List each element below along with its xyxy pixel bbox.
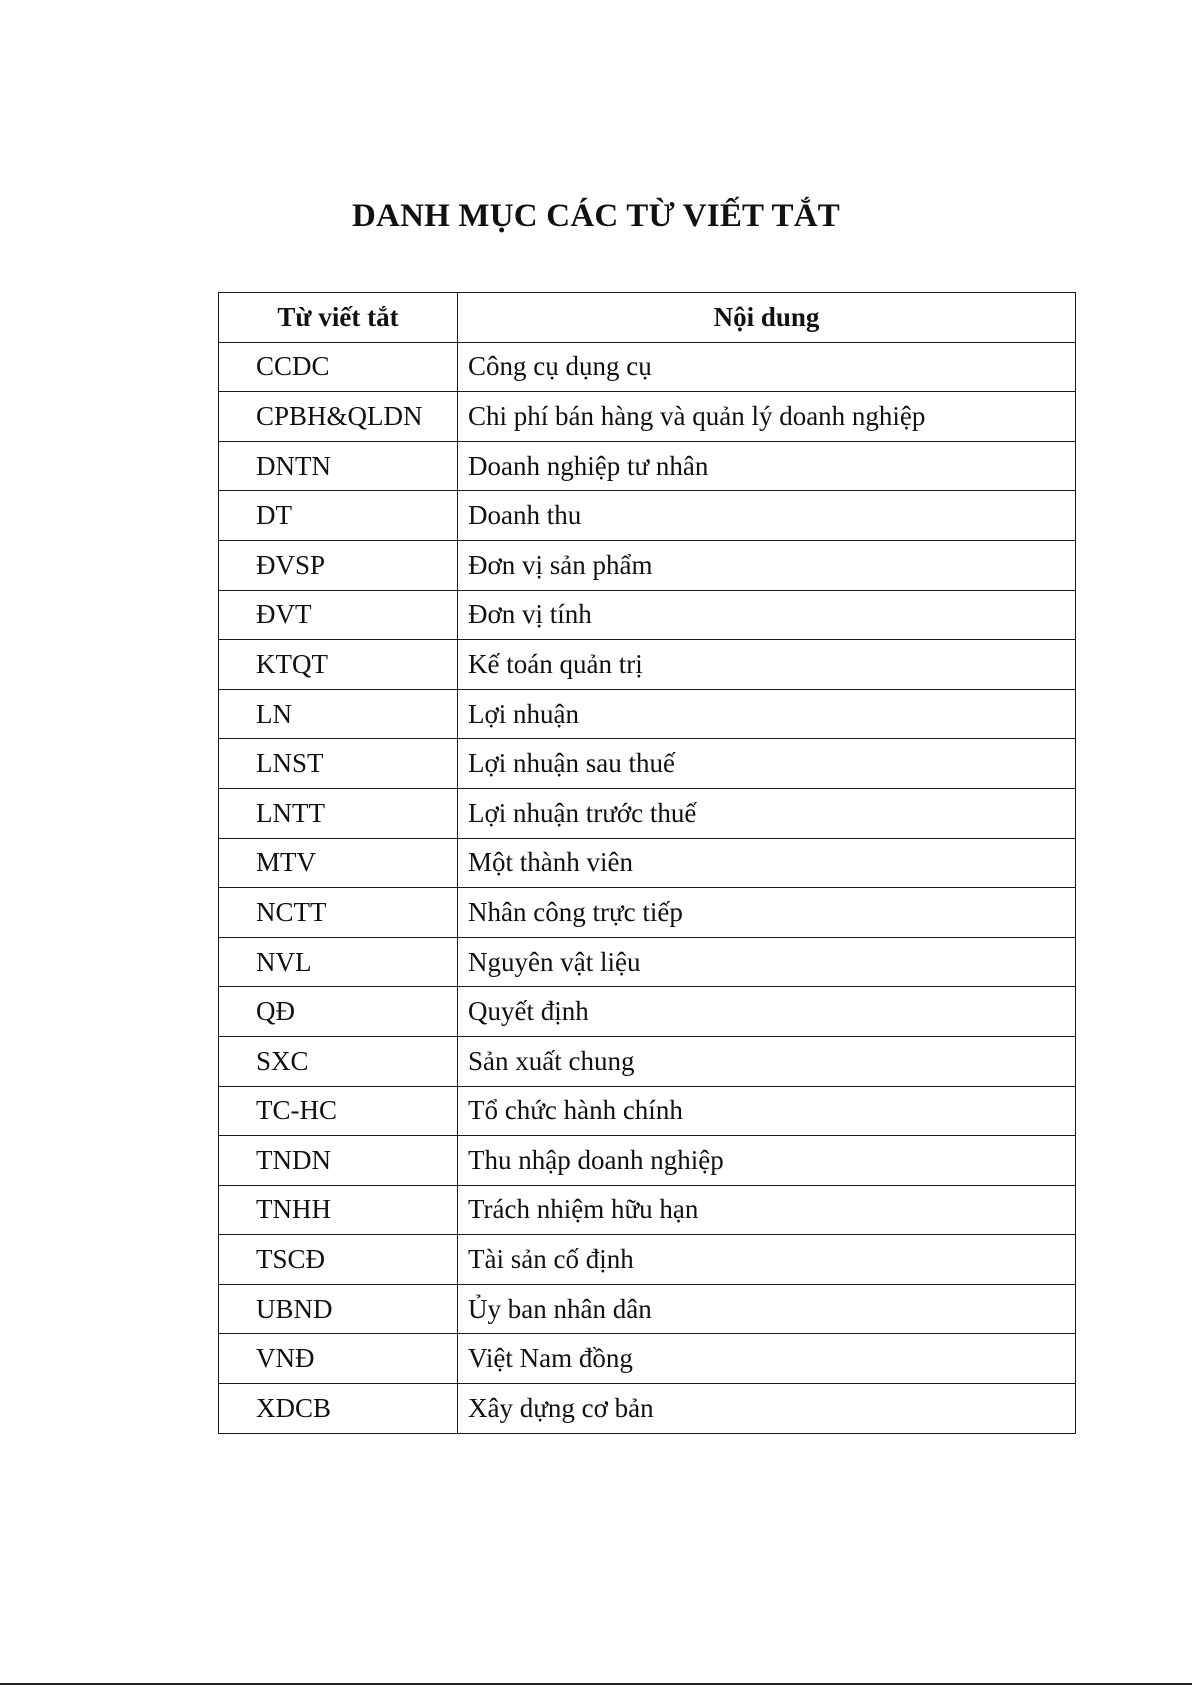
- content-cell: Công cụ dụng cụ: [458, 342, 1076, 392]
- abbreviation-cell: LNST: [219, 739, 458, 789]
- content-cell: Lợi nhuận sau thuế: [458, 739, 1076, 789]
- abbreviation-cell: MTV: [219, 838, 458, 888]
- content-cell: Quyết định: [458, 987, 1076, 1037]
- abbreviation-cell: VNĐ: [219, 1334, 458, 1384]
- abbreviation-cell: NVL: [219, 937, 458, 987]
- content-cell: Việt Nam đồng: [458, 1334, 1076, 1384]
- abbreviation-cell: DNTN: [219, 441, 458, 491]
- table-row: [219, 590, 1076, 640]
- content-cell: Ủy ban nhân dân: [458, 1284, 1076, 1334]
- content-cell: Tài sản cố định: [458, 1235, 1076, 1285]
- content-cell: Doanh thu: [458, 491, 1076, 541]
- table-row: [219, 937, 1076, 987]
- content-cell: Chi phí bán hàng và quản lý doanh nghiệp: [458, 392, 1076, 442]
- content-cell: Doanh nghiệp tư nhân: [458, 441, 1076, 491]
- content-cell: Sản xuất chung: [458, 1036, 1076, 1086]
- abbreviation-cell: TSCĐ: [219, 1235, 458, 1285]
- abbreviation-cell: SXC: [219, 1036, 458, 1086]
- abbreviation-cell: KTQT: [219, 640, 458, 690]
- content-cell: Lợi nhuận: [458, 689, 1076, 739]
- table-row: [219, 689, 1076, 739]
- table-row: [219, 441, 1076, 491]
- content-cell: Nhân công trực tiếp: [458, 888, 1076, 938]
- content-cell: Thu nhập doanh nghiệp: [458, 1136, 1076, 1186]
- abbreviation-cell: CPBH&QLDN: [219, 392, 458, 442]
- table-header-row: [219, 293, 1076, 343]
- table-row: [219, 1086, 1076, 1136]
- content-cell: Tổ chức hành chính: [458, 1086, 1076, 1136]
- table-row: [219, 788, 1076, 838]
- abbreviation-cell: XDCB: [219, 1384, 458, 1434]
- table-row: [219, 1185, 1076, 1235]
- table-row: [219, 392, 1076, 442]
- table-row: [219, 1235, 1076, 1285]
- table-row: [219, 640, 1076, 690]
- table-row: [219, 342, 1076, 392]
- content-cell: Một thành viên: [458, 838, 1076, 888]
- abbreviation-cell: TNDN: [219, 1136, 458, 1186]
- content-cell: Trách nhiệm hữu hạn: [458, 1185, 1076, 1235]
- table-row: [219, 739, 1076, 789]
- table-row: [219, 1136, 1076, 1186]
- table-row: [219, 491, 1076, 541]
- table-row: [219, 888, 1076, 938]
- table-row: [219, 1036, 1076, 1086]
- abbreviation-cell: ĐVT: [219, 590, 458, 640]
- abbreviation-cell: LNTT: [219, 788, 458, 838]
- abbreviation-cell: CCDC: [219, 342, 458, 392]
- table-row: [219, 1334, 1076, 1384]
- content-cell: Đơn vị tính: [458, 590, 1076, 640]
- abbreviation-cell: ĐVSP: [219, 540, 458, 590]
- header-abbreviation: Từ viết tắt: [219, 293, 458, 343]
- abbreviation-cell: TNHH: [219, 1185, 458, 1235]
- content-cell: Lợi nhuận trước thuế: [458, 788, 1076, 838]
- content-cell: Nguyên vật liệu: [458, 937, 1076, 987]
- table-row: [219, 540, 1076, 590]
- abbreviation-cell: LN: [219, 689, 458, 739]
- content-cell: Kế toán quản trị: [458, 640, 1076, 690]
- abbreviation-table: [218, 292, 1076, 1434]
- content-cell: Đơn vị sản phẩm: [458, 540, 1076, 590]
- table-row: [219, 1384, 1076, 1434]
- table-row: [219, 987, 1076, 1037]
- abbreviation-cell: UBND: [219, 1284, 458, 1334]
- table-row: [219, 1284, 1076, 1334]
- abbreviation-cell: QĐ: [219, 987, 458, 1037]
- page-title: DANH MỤC CÁC TỪ VIẾT TẮT: [352, 198, 840, 234]
- abbreviation-cell: TC-HC: [219, 1086, 458, 1136]
- header-content: Nội dung: [458, 293, 1076, 343]
- content-cell: Xây dựng cơ bản: [458, 1384, 1076, 1434]
- abbreviation-cell: DT: [219, 491, 458, 541]
- abbreviation-cell: NCTT: [219, 888, 458, 938]
- table-row: [219, 838, 1076, 888]
